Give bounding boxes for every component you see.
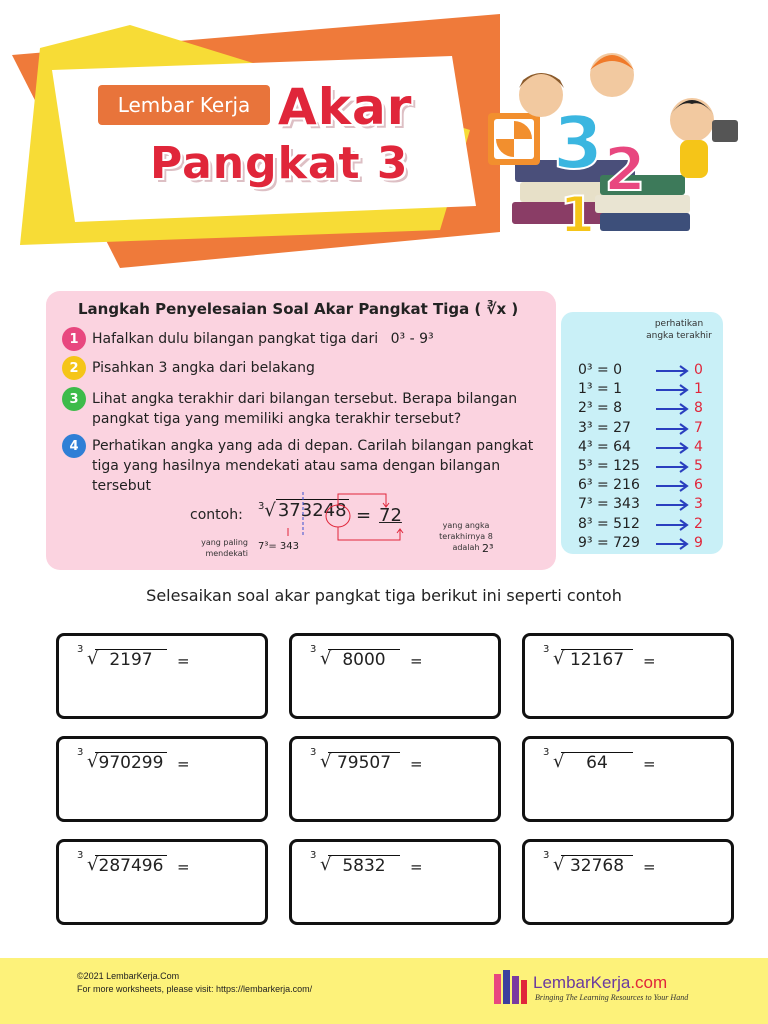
cube-last-digit: 8: [694, 400, 703, 417]
cube-row: [578, 439, 718, 457]
problem-radicand: 970299: [98, 753, 164, 773]
arrow-right-icon: [656, 402, 690, 416]
cube-last-digit: 9: [694, 534, 703, 551]
cube-expression: 4³ = 64: [578, 438, 631, 455]
answer-box[interactable]: [289, 736, 501, 822]
example-note-left: yang paling mendekati: [201, 538, 248, 558]
page-title-line1: Akar: [278, 78, 413, 136]
step-4-text: Perhatikan angka yang ada di depan. Carilah bilangan pangkat tiga yang hasilnya mendekati atau sama dengan bilangan tersebut: [92, 438, 534, 494]
problem-equals: =: [410, 755, 423, 773]
step-2-badge: 2: [62, 356, 86, 380]
footer-logo-suffix: .com: [630, 973, 668, 992]
cube-row: [578, 477, 718, 495]
cube-root-index: 3: [310, 747, 317, 758]
cube-row: [578, 362, 718, 380]
radical-sign: √: [320, 854, 332, 875]
cube-expression: 7³ = 343: [578, 496, 640, 513]
cube-root-index: 3: [77, 747, 84, 758]
problem-radicand: 32768: [569, 856, 625, 876]
problem-equals: =: [177, 755, 190, 773]
radical-sign: √: [553, 751, 565, 772]
cube-expression: 9³ = 729: [578, 534, 640, 551]
cube-root-index: 3: [310, 644, 317, 655]
answer-box[interactable]: [522, 839, 734, 925]
header-banner: [0, 0, 768, 290]
example-radicand: 373248: [277, 500, 347, 521]
problem-radicand: 12167: [569, 650, 625, 670]
step-1-range: 0³ - 9³: [390, 331, 434, 347]
cube-expression: 1³ = 1: [578, 381, 623, 398]
cube-row: [578, 400, 718, 418]
step-4-badge: 4: [62, 434, 86, 458]
cube-last-digit: 4: [694, 438, 703, 455]
cube-row: [578, 496, 718, 514]
cube-row: [578, 516, 718, 534]
kids-illustration: [488, 53, 738, 244]
arrow-right-icon: [656, 537, 690, 551]
footer-copyright: ©2021 LembarKerja.Com: [77, 971, 180, 981]
arrow-right-icon: [656, 422, 690, 436]
radical-sign: √: [87, 854, 99, 875]
answer-box[interactable]: [56, 736, 268, 822]
digit-3-illustration: 3: [553, 101, 604, 185]
lembarkerja-logo-icon: [492, 968, 530, 1008]
arrow-right-icon: [656, 441, 690, 455]
step-3-text: Lihat angka terakhir dari bilangan tersebut. Berapa bilangan pangkat tiga yang memiliki angka terakhir tersebut?: [92, 391, 518, 427]
problem-equals: =: [177, 858, 190, 876]
footer-logo-name: LembarKerja: [533, 973, 631, 992]
cube-last-digit: 2: [694, 515, 703, 532]
arrow-right-icon: [656, 479, 690, 493]
footer-visit-link[interactable]: For more worksheets, please visit: https://lembarkerja.com/: [77, 984, 313, 994]
cube-last-digit: 0: [694, 362, 703, 378]
answer-box[interactable]: [56, 839, 268, 925]
cube-expression: 0³ = 0: [578, 362, 623, 378]
cube-row: [578, 381, 718, 399]
answer-box[interactable]: [522, 736, 734, 822]
problem-radicand: 2197: [109, 650, 153, 670]
cube-last-digit: 3: [694, 496, 703, 513]
problem-radicand: 64: [586, 753, 608, 773]
arrow-right-icon: [656, 498, 690, 512]
cube-root-index: 3: [543, 644, 550, 655]
cube-row: [578, 458, 718, 476]
problem-equals: =: [410, 652, 423, 670]
problem-equals: =: [643, 858, 656, 876]
answer-box[interactable]: [289, 633, 501, 719]
problem-radicand: 79507: [336, 753, 392, 773]
radical-sign: √: [87, 648, 99, 669]
arrow-right-icon: [656, 518, 690, 532]
steps-heading: Langkah Penyelesaian Soal Akar Pangkat Tiga ( ∛x ): [78, 300, 519, 318]
worksheet-tag: Lembar Kerja: [98, 85, 270, 125]
answer-box[interactable]: [56, 633, 268, 719]
cube-expression: 2³ = 8: [578, 400, 623, 417]
cube-expression: 8³ = 512: [578, 515, 640, 532]
footer-logo-tagline: Bringing The Learning Resources to Your Hand: [535, 993, 689, 1002]
cube-expression: 6³ = 216: [578, 477, 640, 494]
cube-root-index: 3: [310, 850, 317, 861]
arrow-right-icon: [656, 460, 690, 474]
cube-row: [578, 420, 718, 438]
cube-expression: 5³ = 125: [578, 458, 640, 474]
problem-equals: =: [643, 652, 656, 670]
cube-root-index: 3: [77, 850, 84, 861]
step-1-label: Hafalkan dulu bilangan pangkat tiga dari: [92, 331, 379, 347]
cube-table-note: perhatikan angka terakhir: [646, 319, 712, 341]
digit-1-illustration: 1: [560, 186, 595, 244]
example-result: 72: [379, 505, 402, 526]
problem-radicand: 287496: [98, 856, 164, 876]
answer-box[interactable]: [289, 839, 501, 925]
cube-last-digit: 5: [694, 458, 703, 474]
problem-radicand: 8000: [342, 650, 386, 670]
example-note-left-value: 7³= 343: [258, 541, 300, 552]
example-equals: =: [356, 505, 372, 526]
page-title-line2: Pangkat 3: [150, 138, 409, 189]
exercise-instruction: Selesaikan soal akar pangkat tiga berikut ini seperti contoh: [146, 586, 622, 605]
footer-logo[interactable]: [533, 973, 667, 993]
arrow-right-icon: [656, 383, 690, 397]
cube-root-index: 3: [543, 747, 550, 758]
cube-last-digit: 7: [694, 419, 703, 436]
arrow-right-icon: [656, 364, 690, 378]
example-root: $^3$√ 373248: [258, 500, 347, 521]
example-note-right: yang angka terakhirnya 8 adalah: [439, 521, 493, 552]
step-1-badge: 1: [62, 327, 86, 351]
problem-equals: =: [177, 652, 190, 670]
step-3-badge: 3: [62, 387, 86, 411]
radical-sign: √: [553, 854, 565, 875]
radical-sign: √: [87, 751, 99, 772]
answer-box[interactable]: [522, 633, 734, 719]
cube-row: [578, 535, 718, 553]
example-note-right-value: 2³: [482, 542, 494, 555]
problem-equals: =: [643, 755, 656, 773]
cube-last-digit: 6: [694, 477, 703, 494]
step-2-text: Pisahkan 3 angka dari belakang: [92, 360, 315, 376]
cube-root-index: 3: [77, 644, 84, 655]
radical-sign: √: [553, 648, 565, 669]
cube-root-index: 3: [543, 850, 550, 861]
problem-equals: =: [410, 858, 423, 876]
example-label: contoh:: [190, 507, 243, 523]
step-1-text: [92, 329, 434, 349]
radical-sign: √: [320, 648, 332, 669]
problem-radicand: 5832: [342, 856, 386, 876]
cube-last-digit: 1: [694, 381, 703, 398]
digit-2-illustration: 2: [604, 135, 646, 205]
cube-expression: 3³ = 27: [578, 419, 631, 436]
radical-sign: √: [320, 751, 332, 772]
